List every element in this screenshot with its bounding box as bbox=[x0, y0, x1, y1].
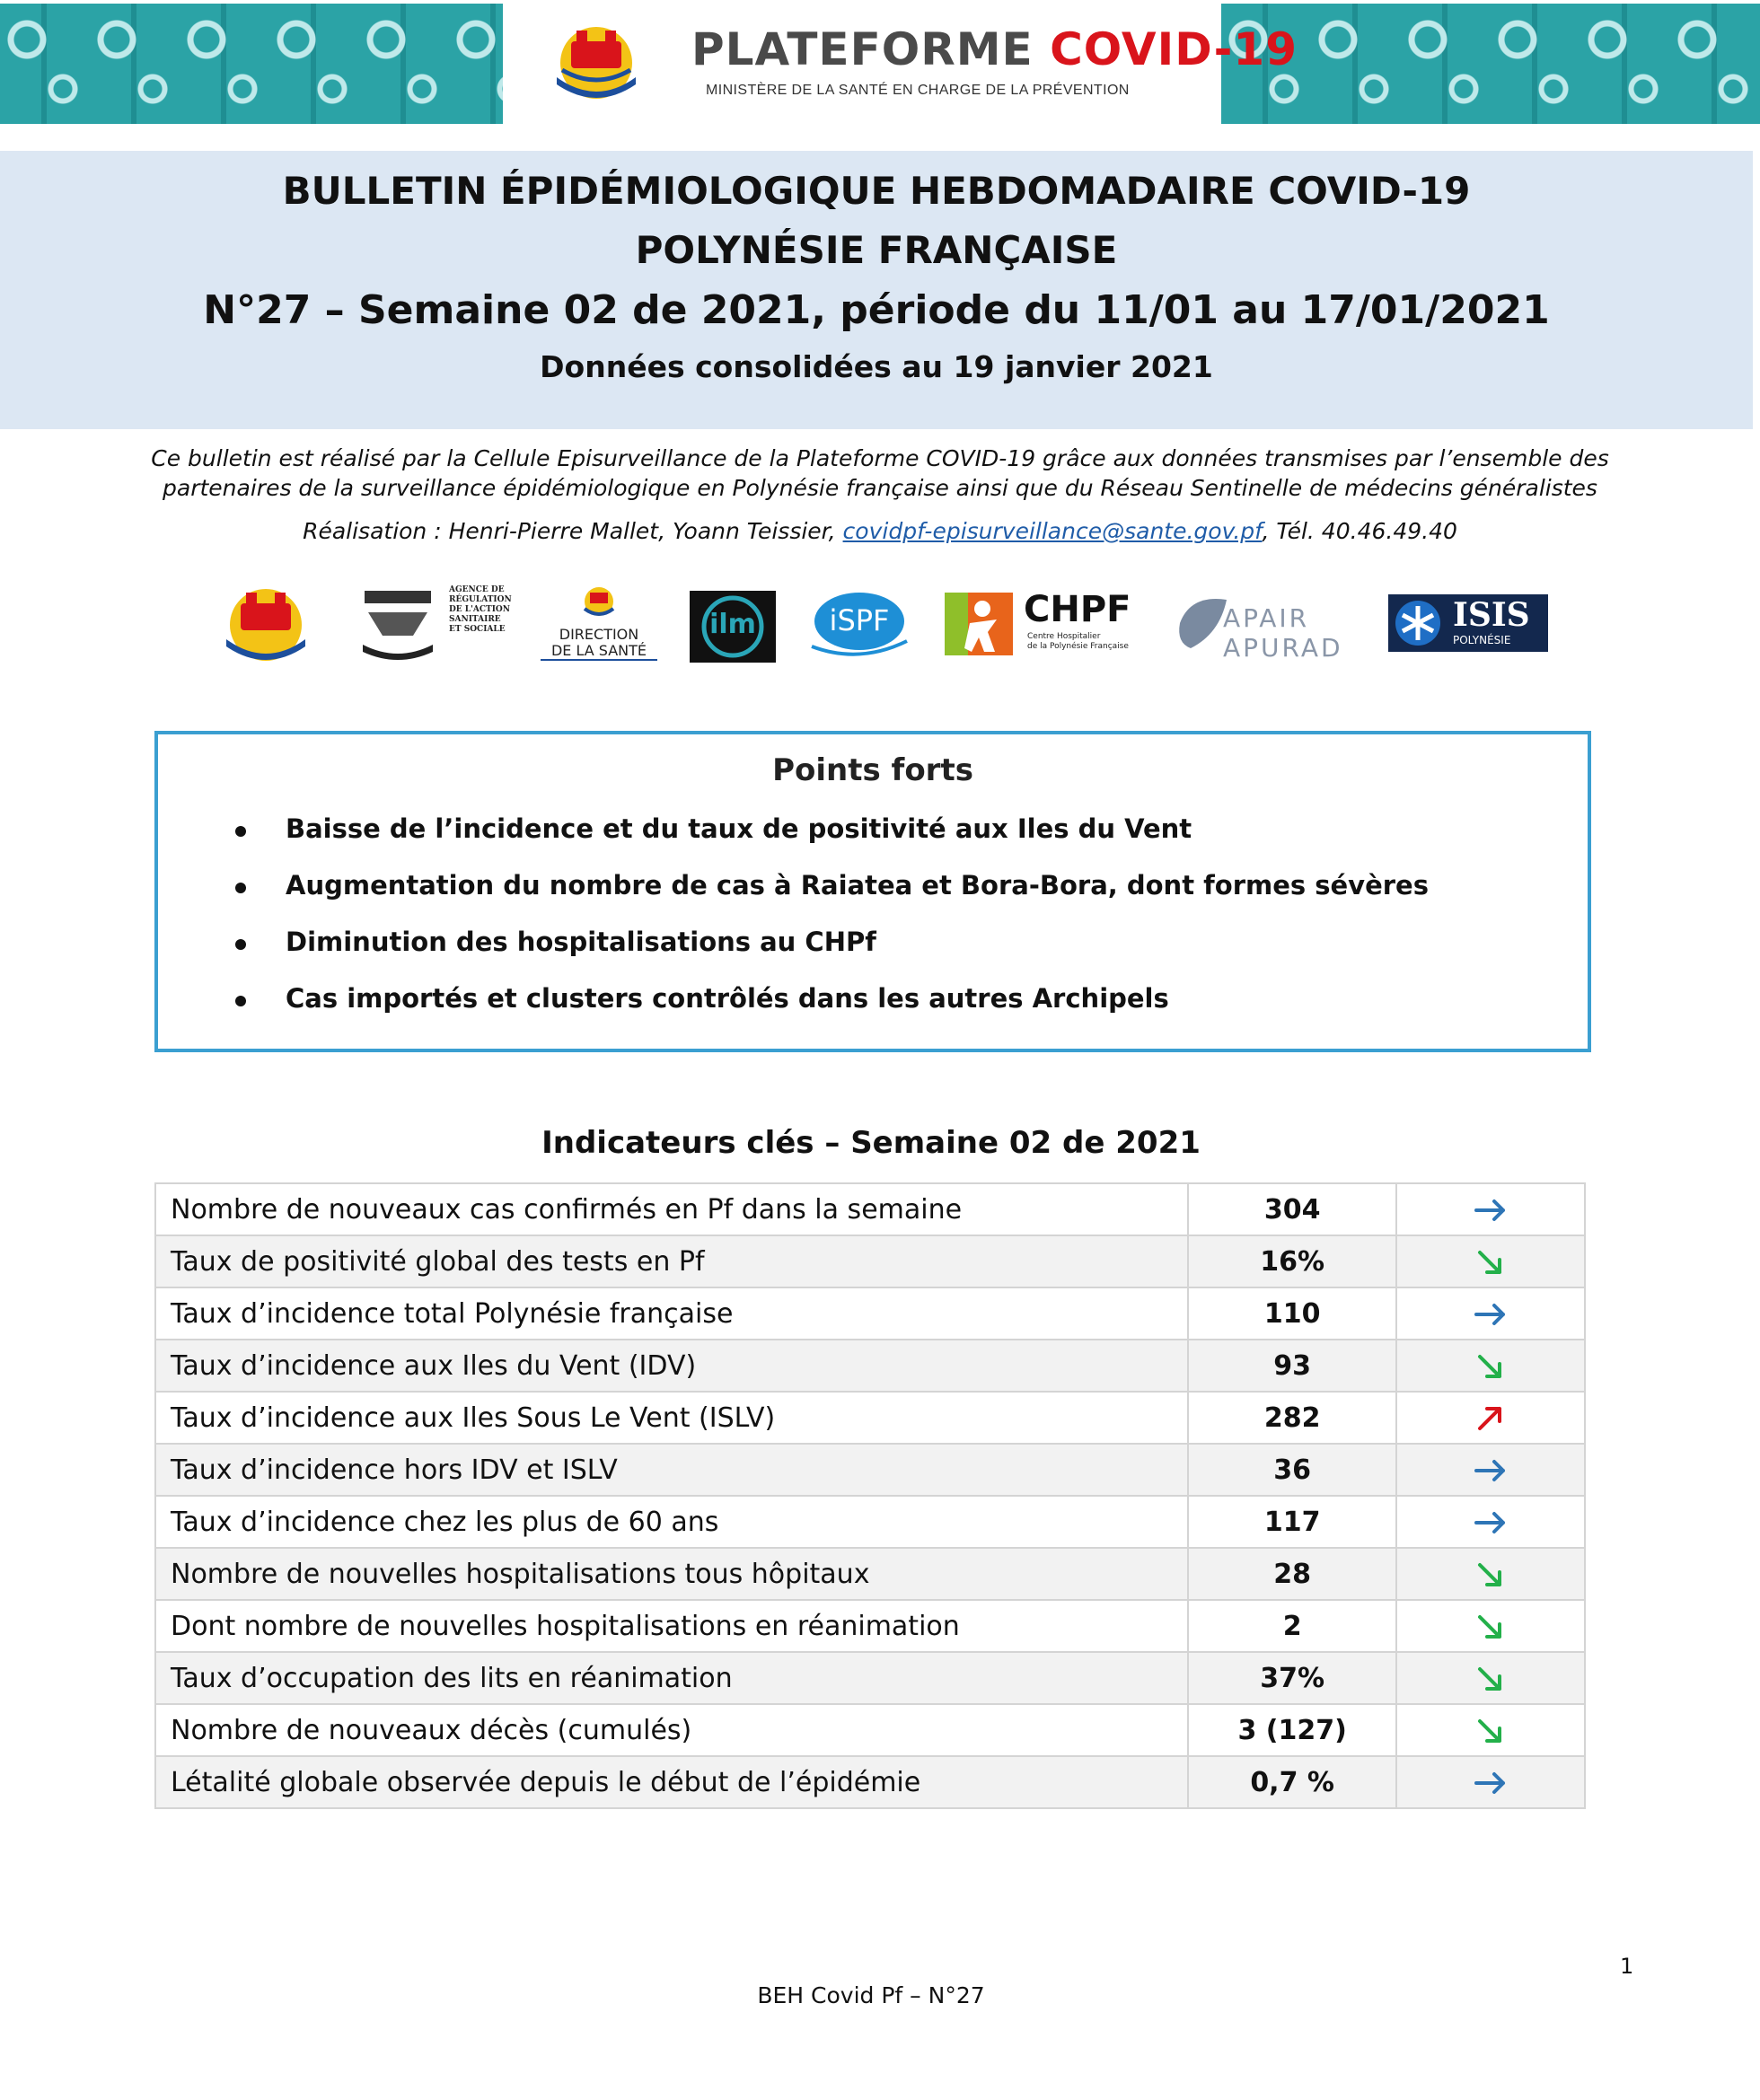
bullet-icon bbox=[235, 826, 246, 837]
intro-line2: partenaires de la surveillance épidémiologique en Polynésie française ainsi que du Réseau Sentinelle de médecins généralistes bbox=[163, 475, 1597, 501]
bulletin-title-box bbox=[0, 151, 1753, 429]
bulletin-title-line1: BULLETIN ÉPIDÉMIOLOGIQUE HEBDOMADAIRE COVID-19 bbox=[282, 169, 1471, 213]
key-points-title: Points forts bbox=[772, 752, 973, 788]
partner-logo-direction-sante bbox=[541, 585, 657, 663]
indicator-trend bbox=[1396, 1287, 1585, 1340]
email-link[interactable]: covidpf-episurveillance@sante.gov.pf bbox=[842, 518, 1263, 544]
indicator-row bbox=[155, 1496, 1585, 1548]
indicator-label: Dont nombre de nouvelles hospitalisations en réanimation bbox=[155, 1600, 1188, 1652]
bullet-icon bbox=[235, 883, 246, 893]
bulletin-title-line2: POLYNÉSIE FRANÇAISE bbox=[635, 228, 1118, 272]
partner-logo-ispf bbox=[806, 585, 912, 663]
indicator-value: 117 bbox=[1188, 1496, 1396, 1548]
header-pattern-left bbox=[0, 4, 503, 124]
indicator-value: 282 bbox=[1188, 1392, 1396, 1444]
chpf-subtext: de la Polynésie Française bbox=[1027, 642, 1129, 651]
indicator-row bbox=[155, 1652, 1585, 1704]
indicator-trend bbox=[1396, 1444, 1585, 1496]
trend-up-arrow-icon bbox=[1473, 1403, 1509, 1434]
indicator-value: 2 bbox=[1188, 1600, 1396, 1652]
indicator-value: 16% bbox=[1188, 1235, 1396, 1287]
trend-stable-arrow-icon bbox=[1473, 1507, 1509, 1538]
key-point-item bbox=[158, 813, 1586, 849]
direction-text: DE LA SANTÉ bbox=[541, 643, 657, 661]
indicator-value: 3 (127) bbox=[1188, 1704, 1396, 1756]
indicator-value: 304 bbox=[1188, 1183, 1396, 1235]
bullet-icon bbox=[235, 996, 246, 1006]
key-point-item bbox=[158, 983, 1586, 1019]
indicator-row bbox=[155, 1340, 1585, 1392]
indicator-trend bbox=[1396, 1340, 1585, 1392]
indicator-trend bbox=[1396, 1183, 1585, 1235]
trend-down-arrow-icon bbox=[1473, 1351, 1509, 1382]
arass-text: RÉGULATION bbox=[449, 595, 512, 604]
key-point-text: Cas importés et clusters contrôlés dans les autres Archipels bbox=[286, 983, 1169, 1014]
page-number: 1 bbox=[1620, 1954, 1634, 1979]
indicator-trend bbox=[1396, 1756, 1585, 1808]
key-point-item bbox=[158, 870, 1586, 906]
indicator-row bbox=[155, 1444, 1585, 1496]
key-point-text: Augmentation du nombre de cas à Raiatea et Bora-Bora, dont formes sévères bbox=[286, 870, 1429, 901]
indicator-trend bbox=[1396, 1600, 1585, 1652]
indicator-label: Taux d’incidence chez les plus de 60 ans bbox=[155, 1496, 1188, 1548]
partner-logo-arass bbox=[359, 585, 514, 663]
indicator-trend bbox=[1396, 1235, 1585, 1287]
trend-down-arrow-icon bbox=[1473, 1664, 1509, 1694]
chpf-figure-icon bbox=[945, 593, 1013, 655]
trend-stable-arrow-icon bbox=[1473, 1455, 1509, 1486]
trend-down-arrow-icon bbox=[1473, 1612, 1509, 1642]
indicator-label: Taux d’incidence aux Iles du Vent (IDV) bbox=[155, 1340, 1188, 1392]
partner-logo-isis bbox=[1388, 594, 1548, 652]
arass-text: SANITAIRE bbox=[449, 615, 501, 624]
indicator-trend bbox=[1396, 1652, 1585, 1704]
platform-title bbox=[691, 23, 1298, 75]
isis-subtext: POLYNÉSIE bbox=[1453, 634, 1511, 646]
arass-text: ET SOCIALE bbox=[449, 625, 506, 634]
indicator-row bbox=[155, 1548, 1585, 1600]
indicator-value: 0,7 % bbox=[1188, 1756, 1396, 1808]
indicator-row bbox=[155, 1600, 1585, 1652]
indicator-value: 36 bbox=[1188, 1444, 1396, 1496]
trend-stable-arrow-icon bbox=[1473, 1768, 1509, 1798]
indicator-label: Taux de positivité global des tests en Pf bbox=[155, 1235, 1188, 1287]
key-points-box bbox=[154, 731, 1591, 1052]
credits-phone: , Tél. 40.46.49.40 bbox=[1262, 518, 1457, 544]
bulletin-issue-period: N°27 – Semaine 02 de 2021, période du 11/01 au 17/01/2021 bbox=[203, 287, 1550, 333]
key-point-text: Baisse de l’incidence et du taux de positivité aux Iles du Vent bbox=[286, 813, 1192, 844]
indicator-label: Létalité globale observée depuis le début de l’épidémie bbox=[155, 1756, 1188, 1808]
indicator-label: Taux d’incidence total Polynésie française bbox=[155, 1287, 1188, 1340]
indicator-value: 93 bbox=[1188, 1340, 1396, 1392]
indicator-label: Nombre de nouveaux cas confirmés en Pf dans la semaine bbox=[155, 1183, 1188, 1235]
indicator-trend bbox=[1396, 1704, 1585, 1756]
key-point-text: Diminution des hospitalisations au CHPf bbox=[286, 927, 876, 957]
polynesia-emblem-icon bbox=[219, 585, 312, 663]
isis-star-icon bbox=[1394, 599, 1442, 647]
arass-emblem-icon bbox=[359, 585, 436, 663]
indicator-row bbox=[155, 1392, 1585, 1444]
direction-text: DIRECTION bbox=[559, 626, 639, 643]
indicator-row bbox=[155, 1287, 1585, 1340]
indicator-label: Nombre de nouvelles hospitalisations tous hôpitaux bbox=[155, 1548, 1188, 1600]
indicator-trend bbox=[1396, 1496, 1585, 1548]
indicator-label: Nombre de nouveaux décès (cumulés) bbox=[155, 1704, 1188, 1756]
indicator-label: Taux d’incidence hors IDV et ISLV bbox=[155, 1444, 1188, 1496]
trend-down-arrow-icon bbox=[1473, 1716, 1509, 1746]
chpf-subtext: Centre Hospitalier bbox=[1027, 632, 1101, 641]
bullet-icon bbox=[235, 939, 246, 950]
intro-line1: Ce bulletin est réalisé par la Cellule Episurveillance de la Plateforme COVID-19 grâce aux données transmises par l’ensemble des bbox=[151, 445, 1609, 471]
polynesia-emblem-icon bbox=[581, 585, 617, 618]
chpf-text: CHPF bbox=[1024, 589, 1131, 630]
partner-logo-chpf bbox=[945, 585, 1142, 663]
indicator-label: Taux d’incidence aux Iles Sous Le Vent (ISLV) bbox=[155, 1392, 1188, 1444]
trend-stable-arrow-icon bbox=[1473, 1299, 1509, 1330]
isis-text: ISIS bbox=[1453, 596, 1530, 634]
indicator-value: 28 bbox=[1188, 1548, 1396, 1600]
indicator-trend bbox=[1396, 1392, 1585, 1444]
header-pattern-right bbox=[1221, 4, 1760, 124]
page-footer: BEH Covid Pf – N°27 bbox=[757, 1982, 985, 2008]
apurad-text: APAIR APURAD bbox=[1223, 603, 1343, 663]
platform-title-covid: COVID-19 bbox=[1050, 23, 1298, 75]
trend-down-arrow-icon bbox=[1473, 1560, 1509, 1590]
arass-text: DE L'ACTION bbox=[449, 605, 511, 614]
indicators-title: Indicateurs clés – Semaine 02 de 2021 bbox=[541, 1125, 1201, 1161]
indicator-row bbox=[155, 1183, 1585, 1235]
trend-down-arrow-icon bbox=[1473, 1247, 1509, 1278]
partner-logo-apurad bbox=[1173, 585, 1367, 663]
indicator-value: 37% bbox=[1188, 1652, 1396, 1704]
indicator-row bbox=[155, 1235, 1585, 1287]
partner-logo-polynesie bbox=[219, 585, 312, 663]
indicator-row bbox=[155, 1756, 1585, 1808]
bulletin-consolidation-date: Données consolidées au 19 janvier 2021 bbox=[540, 349, 1213, 384]
ministry-subtitle: MINISTÈRE DE LA SANTÉ EN CHARGE DE LA PRÉVENTION bbox=[706, 83, 1130, 98]
ispf-text: iSPF bbox=[829, 603, 890, 637]
indicator-trend bbox=[1396, 1548, 1585, 1600]
trend-stable-arrow-icon bbox=[1473, 1195, 1509, 1226]
partner-logo-ilm bbox=[690, 591, 776, 663]
credits bbox=[0, 518, 1760, 544]
indicators-table bbox=[154, 1182, 1586, 1809]
credits-authors: Réalisation : Henri-Pierre Mallet, Yoann Teissier, bbox=[303, 518, 843, 544]
polynesia-emblem-icon bbox=[550, 25, 643, 101]
indicator-value: 110 bbox=[1188, 1287, 1396, 1340]
key-point-item bbox=[158, 927, 1586, 962]
arass-text: AGENCE DE bbox=[449, 585, 505, 594]
indicator-row bbox=[155, 1704, 1585, 1756]
ilm-text: ilm bbox=[709, 609, 756, 640]
platform-title-main: PLATEFORME bbox=[691, 23, 1034, 75]
indicator-label: Taux d’occupation des lits en réanimation bbox=[155, 1652, 1188, 1704]
